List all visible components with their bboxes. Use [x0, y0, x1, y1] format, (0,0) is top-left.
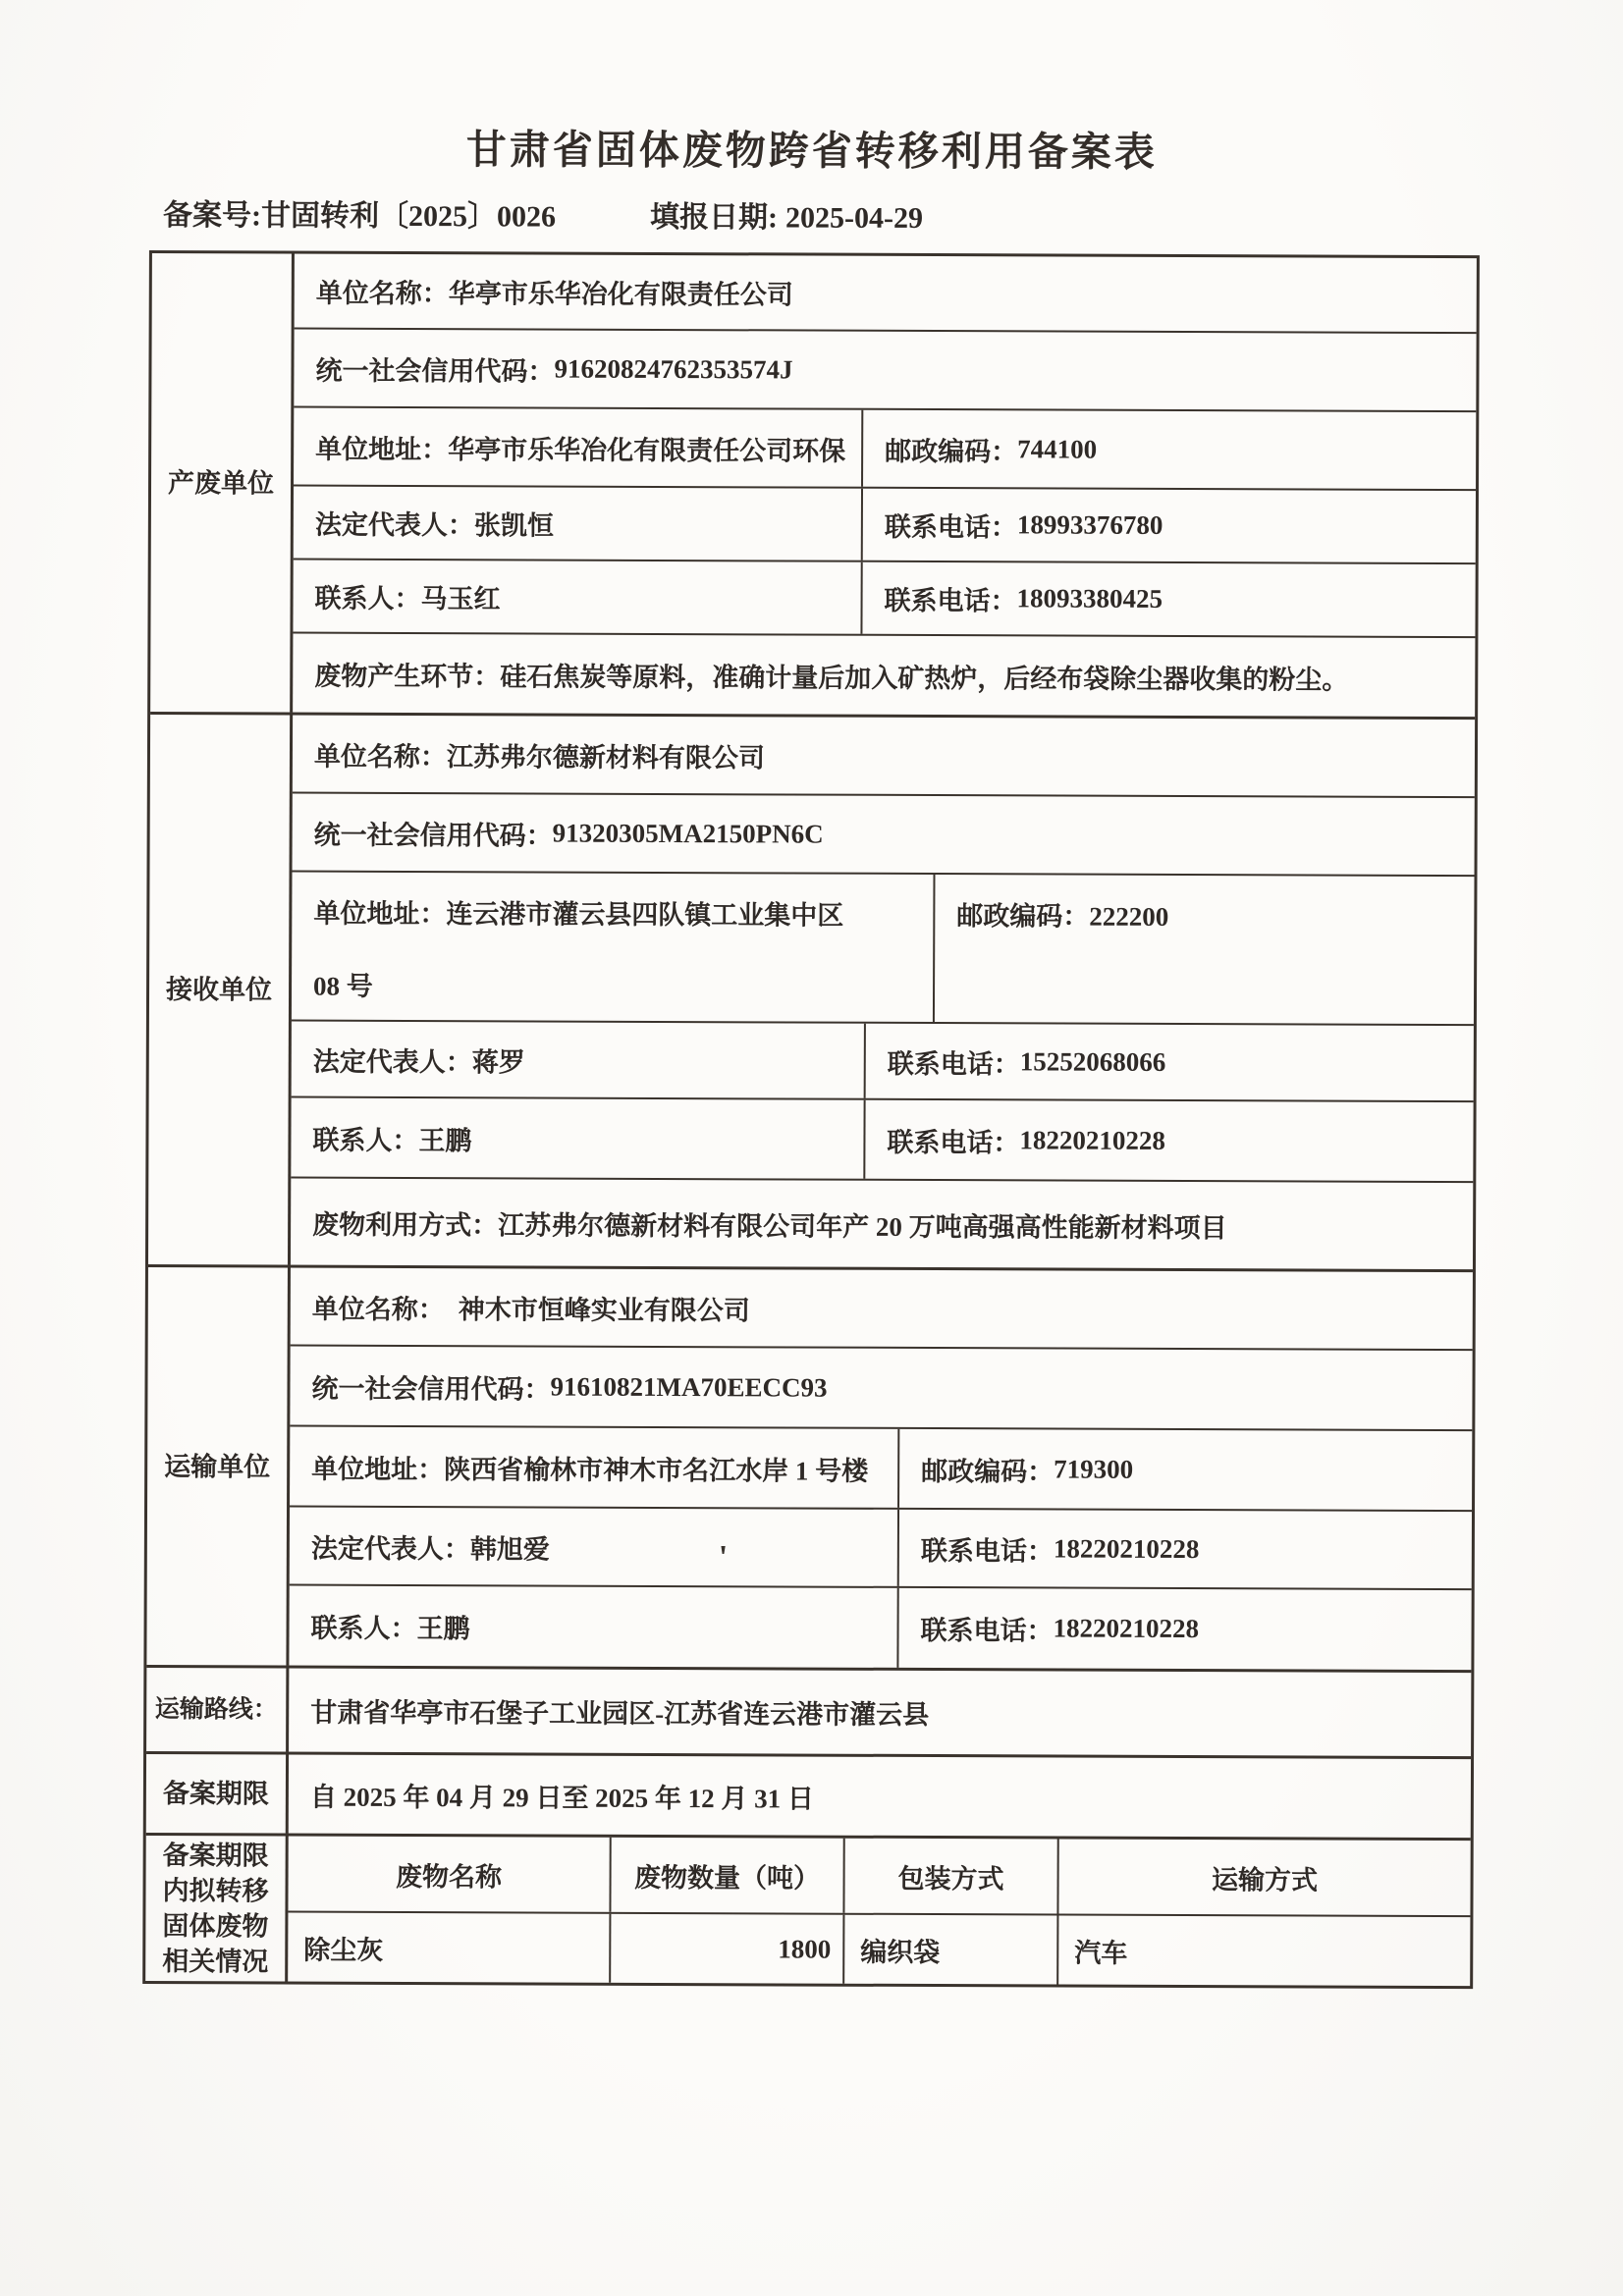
waste-quantity-cell: 1800	[611, 1914, 844, 1984]
field-value: 15252068066	[1019, 1045, 1166, 1077]
table-row	[294, 487, 1476, 565]
table-row	[292, 873, 1475, 1027]
field-label: 单位地址：	[315, 434, 449, 464]
field-value: 硅石焦炭等原料，准确计量后加入矿热炉，后经布袋除尘器收集的粉尘。	[500, 661, 1349, 695]
field-label: 邮政编码：	[885, 436, 1018, 466]
address-line: 08 号	[313, 971, 373, 1001]
period-label: 备案期限	[146, 1754, 289, 1834]
filing-table	[142, 250, 1480, 1989]
producer-origin-cell	[293, 634, 1475, 718]
table-row	[291, 1179, 1473, 1270]
field-label: 邮政编码：	[921, 1456, 1055, 1487]
transporter-contact-phone-cell	[898, 1588, 1471, 1670]
field-value: 华亭市乐华冶化有限责任公司环保	[448, 434, 846, 466]
receiver-legal-rep-cell	[292, 1022, 866, 1098]
transporter-credit-code-cell	[290, 1347, 1472, 1430]
section-transporter	[146, 1267, 1473, 1673]
field-value: 陕西省榆林市神木市名江水岸 1 号楼	[444, 1454, 869, 1486]
field-value: 甘肃省华亭市石堡子工业园区-江苏省连云港市灌云县	[310, 1697, 930, 1731]
section-receiver	[148, 715, 1475, 1272]
field-value: 连云港市灌云县四队镇工业集中区	[446, 899, 844, 931]
field-value: 江苏弗尔德新材料有限公司年产 20 万吨高强高性能新材料项目	[498, 1209, 1227, 1243]
route-value-cell	[289, 1669, 1471, 1757]
field-value: 王鹏	[416, 1614, 470, 1644]
field-value: 18093380425	[1016, 583, 1163, 614]
field-value: 张凯恒	[473, 510, 554, 541]
field-value: 18993376780	[1016, 509, 1163, 540]
field-label: 统一社会信用代码：	[313, 820, 553, 851]
field-value: 719300	[1054, 1454, 1134, 1484]
waste-section-label: 备案期限内拟转移固体废物相关情况	[145, 1836, 289, 1982]
section-waste-details	[145, 1836, 1471, 1986]
producer-address-cell	[294, 408, 863, 487]
table-row	[293, 561, 1475, 639]
address-line	[313, 878, 843, 952]
column-header-waste-name: 废物名称	[288, 1837, 611, 1912]
field-label: 单位名称：	[313, 741, 448, 772]
section-route	[146, 1668, 1471, 1759]
waste-header-row	[288, 1837, 1470, 1918]
waste-transport-cell: 汽车	[1074, 1938, 1128, 1968]
column-header-packaging: 包装方式	[844, 1839, 1058, 1914]
filing-number-value: 甘固转利〔2025〕0026	[261, 199, 557, 234]
table-row	[293, 634, 1475, 718]
transporter-contact-cell	[289, 1586, 898, 1668]
producer-unit-name-cell	[295, 254, 1477, 333]
field-value: 18220210228	[1053, 1533, 1200, 1564]
table-row	[291, 1098, 1473, 1184]
field-label: 单位地址：	[311, 1454, 445, 1484]
field-label: 统一社会信用代码：	[311, 1373, 551, 1405]
transporter-legal-rep-cell	[290, 1508, 899, 1586]
field-value: 蒋罗	[471, 1046, 525, 1077]
field-label: 联系电话：	[920, 1535, 1054, 1567]
form-meta	[163, 195, 1623, 242]
field-value: 韩旭爱	[469, 1533, 550, 1565]
field-label: 联系电话：	[884, 511, 1017, 543]
table-row	[291, 1268, 1473, 1352]
field-value: 马玉红	[420, 584, 501, 614]
table-row	[292, 1022, 1474, 1103]
filing-number	[163, 195, 556, 239]
section-producer	[150, 253, 1477, 720]
transporter-unit-name-cell	[291, 1268, 1473, 1350]
route-label: 运输路线：	[146, 1668, 289, 1752]
field-label: 联系电话：	[887, 1127, 1020, 1157]
field-value: 王鹏	[418, 1125, 472, 1155]
scan-stray-mark: '	[718, 1539, 729, 1576]
field-value: 18220210228	[1019, 1124, 1166, 1155]
table-row	[290, 1508, 1472, 1591]
transporter-rows	[289, 1268, 1473, 1671]
table-row	[293, 716, 1475, 799]
field-label: 统一社会信用代码：	[315, 355, 555, 387]
section-period	[146, 1754, 1471, 1841]
field-label: 联系人：	[310, 1613, 417, 1644]
receiver-rows	[291, 716, 1475, 1270]
field-label: 邮政编码：	[956, 901, 1090, 932]
table-row	[294, 408, 1476, 492]
field-value: 91610821MA70EECC93	[550, 1371, 828, 1403]
field-value: 自 2025 年 04 月 29 日至 2025 年 12 月 31 日	[309, 1782, 814, 1814]
producer-legal-phone-cell	[863, 489, 1476, 562]
field-label: 废物利用方式：	[312, 1209, 499, 1240]
field-label: 法定代表人：	[310, 1533, 470, 1564]
receiver-usage-cell	[291, 1179, 1473, 1270]
field-value: 91320305MA2150PN6C	[552, 818, 824, 849]
field-label: 联系电话：	[920, 1615, 1054, 1646]
receiver-unit-name-cell	[293, 716, 1475, 797]
waste-name-cell: 除尘灰	[288, 1913, 611, 1983]
field-label: 单位名称：	[311, 1294, 445, 1324]
waste-packaging-cell: 编织袋	[844, 1915, 1058, 1985]
receiver-legal-phone-cell	[866, 1024, 1474, 1100]
column-header-waste-quantity: 废物数量（吨）	[611, 1838, 844, 1913]
field-label: 联系人：	[312, 1125, 419, 1155]
filing-number-label: 备案号:	[163, 199, 262, 233]
form-title: 甘肃省固体废物跨省转移利用备案表	[465, 127, 1158, 175]
field-label: 单位地址：	[313, 898, 447, 930]
field-label: 法定代表人：	[312, 1046, 472, 1077]
producer-rows	[293, 254, 1477, 718]
producer-credit-code-cell	[294, 330, 1476, 411]
field-value: 华亭市乐华冶化有限责任公司	[448, 279, 793, 310]
field-value: 18220210228	[1053, 1613, 1200, 1644]
table-row	[289, 1586, 1471, 1671]
table-row	[290, 1347, 1472, 1432]
receiver-contact-phone-cell	[865, 1100, 1473, 1181]
receiver-credit-code-cell	[293, 794, 1475, 876]
field-value: 91620824762353574J	[554, 353, 793, 384]
producer-postal-cell	[863, 410, 1476, 489]
field-value: 江苏弗尔德新材料有限公司	[446, 741, 766, 773]
producer-contact-cell	[293, 561, 862, 634]
field-value: 222200	[1089, 901, 1169, 932]
field-label: 单位名称：	[315, 278, 449, 309]
period-value-cell	[289, 1755, 1471, 1839]
table-row	[293, 794, 1475, 878]
section-label-transporter: 运输单位	[146, 1267, 291, 1666]
field-label: 联系电话：	[887, 1048, 1020, 1079]
field-label: 废物产生环节：	[314, 661, 501, 691]
receiver-contact-cell	[291, 1098, 865, 1179]
table-row	[289, 1755, 1471, 1839]
section-label-receiver: 接收单位	[148, 715, 293, 1265]
field-value: 神木市恒峰实业有限公司	[458, 1294, 750, 1325]
field-label: 联系电话：	[884, 585, 1017, 616]
waste-data-row	[288, 1913, 1470, 1987]
waste-table	[288, 1837, 1471, 1987]
producer-contact-phone-cell	[862, 562, 1475, 636]
table-row	[295, 254, 1477, 335]
fill-date-label: 填报日期:	[650, 200, 779, 235]
route-rows	[289, 1669, 1471, 1757]
field-value: 744100	[1017, 433, 1098, 464]
receiver-address-cell	[292, 873, 936, 1023]
section-label-producer: 产废单位	[150, 253, 295, 713]
column-header-transport-mode: 运输方式	[1212, 1864, 1319, 1896]
field-label: 法定代表人：	[314, 509, 474, 541]
transporter-postal-cell	[899, 1429, 1472, 1510]
period-rows	[289, 1755, 1471, 1839]
producer-legal-rep-cell	[294, 487, 863, 561]
table-row	[294, 330, 1476, 413]
transporter-legal-phone-cell	[899, 1510, 1472, 1588]
transporter-address-cell	[290, 1427, 899, 1508]
table-row	[290, 1427, 1472, 1513]
receiver-postal-cell	[935, 875, 1475, 1024]
field-label: 联系人：	[314, 583, 421, 614]
fill-date	[650, 197, 923, 240]
fill-date-value: 2025-04-29	[785, 201, 924, 235]
table-row	[289, 1669, 1471, 1757]
